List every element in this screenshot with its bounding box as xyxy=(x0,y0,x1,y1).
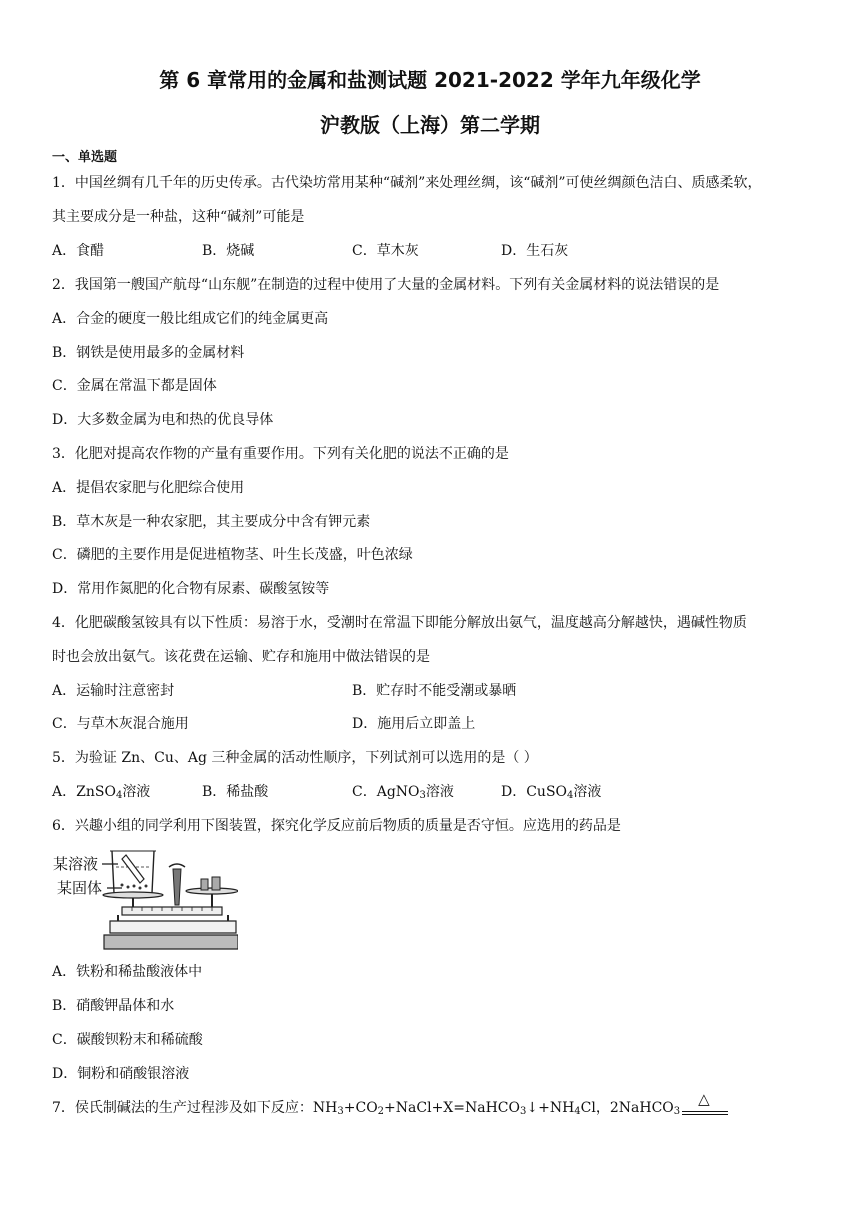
question-3-option-b[interactable]: B．草木灰是一种农家肥，其主要成分中含有钾元素 xyxy=(52,514,371,530)
question-4-option-c[interactable]: C．与草木灰混合施用 xyxy=(52,716,189,732)
question-1-option-b[interactable]: B．烧碱 xyxy=(202,243,255,259)
subscript: 3 xyxy=(419,790,426,801)
label-solution: 某溶液 xyxy=(53,855,99,873)
question-3-option-c[interactable]: C．磷肥的主要作用是促进植物茎、叶生长茂盛，叶色浓绿 xyxy=(52,547,413,563)
question-4-option-b[interactable]: B．贮存时不能受潮或暴晒 xyxy=(352,683,517,699)
question-5-option-c[interactable] xyxy=(352,781,454,801)
heat-triangle-icon: △ xyxy=(698,1090,710,1108)
question-6-stem: 6．兴趣小组的同学利用下图装置，探究化学反应前后物质的质量是否守恒。应选用的药品是 xyxy=(52,818,621,834)
subscript: 3 xyxy=(520,1106,527,1117)
question-1-stem-line2: 其主要成分是一种盐，这种“碱剂”可能是 xyxy=(52,209,305,225)
subscript: 3 xyxy=(673,1106,681,1117)
equation-text: ↓+NH xyxy=(526,1100,575,1116)
option-text: D．CuSO xyxy=(501,784,568,800)
subscript: 4 xyxy=(574,1106,581,1117)
question-2-stem: 2．我国第一艘国产航母“山东舰”在制造的过程中使用了大量的金属材料。下列有关金属材料的说法错误的是 xyxy=(52,277,720,293)
question-1-option-a[interactable]: A．食醋 xyxy=(52,243,105,259)
option-text: A．ZnSO xyxy=(52,784,116,800)
question-2-option-c[interactable]: C．金属在常温下都是固体 xyxy=(52,378,217,394)
question-4-option-a[interactable]: A．运输时注意密封 xyxy=(52,683,175,699)
heat-condition-mark xyxy=(682,1090,728,1118)
question-6-option-d[interactable]: D．铜粉和硝酸银溶液 xyxy=(52,1066,190,1082)
double-line xyxy=(682,1111,728,1115)
subscript: 4 xyxy=(115,790,123,801)
document-title-line2: 沪教版（上海）第二学期 xyxy=(320,113,540,137)
section-heading: 一、单选题 xyxy=(52,150,118,165)
option-text: 溶液 xyxy=(573,784,602,800)
subscript: 2 xyxy=(377,1106,385,1117)
equation-text: Cl，2NaHCO xyxy=(580,1100,674,1116)
question-6-option-c[interactable]: C．碳酸钡粉末和稀硫酸 xyxy=(52,1032,203,1048)
question-4-option-d[interactable]: D．施用后立即盖上 xyxy=(352,716,476,732)
subscript: 3 xyxy=(337,1106,344,1117)
question-7-stem xyxy=(52,1090,728,1118)
option-text: C．AgNO xyxy=(352,784,420,800)
question-6-option-b[interactable]: B．硝酸钾晶体和水 xyxy=(52,998,175,1014)
question-2-option-b[interactable]: B．钢铁是使用最多的金属材料 xyxy=(52,345,245,361)
question-5-option-b[interactable] xyxy=(202,781,268,801)
question-5-stem: 5．为验证 Zn、Cu、Ag 三种金属的活动性顺序，下列试剂可以选用的是（ ） xyxy=(52,750,538,766)
equation-text: +CO xyxy=(343,1100,378,1116)
option-text: 溶液 xyxy=(425,784,454,800)
balance-apparatus-figure xyxy=(52,845,238,951)
question-3-option-a[interactable]: A．提倡农家肥与化肥综合使用 xyxy=(52,480,245,496)
document-title-line1: 第 6 章常用的金属和盐测试题 2021-2022 学年九年级化学 xyxy=(159,68,701,92)
question-5-option-d[interactable] xyxy=(501,781,601,801)
question-1-stem-line1: 1．中国丝绸有几千年的历史传承。古代染坊常用某种“碱剂”来处理丝绸，该“碱剂”可使丝绸颜色洁白、质感柔软， xyxy=(52,175,762,191)
option-text: 溶液 xyxy=(122,784,151,800)
question-6-option-a[interactable]: A．铁粉和稀盐酸液体中 xyxy=(52,964,203,980)
question-4-stem-line1: 4．化肥碳酸氢铵具有以下性质：易溶于水，受潮时在常温下即能分解放出氨气，温度越高分解越快，遇碱性物质 xyxy=(52,615,747,631)
question-4-stem-line2: 时也会放出氨气。该花费在运输、贮存和施用中做法错误的是 xyxy=(52,649,430,665)
option-text: B．稀盐酸 xyxy=(202,784,269,800)
question-2-option-d[interactable]: D．大多数金属为电和热的优良导体 xyxy=(52,412,274,428)
question-3-option-d[interactable]: D．常用作氮肥的化合物有尿素、碳酸氢铵等 xyxy=(52,581,330,597)
question-1-option-d[interactable]: D．生石灰 xyxy=(501,243,569,259)
question-2-option-a[interactable]: A．合金的硬度一般比组成它们的纯金属更高 xyxy=(52,311,329,327)
equation-text: +NaCl+X=NaHCO xyxy=(384,1100,520,1116)
question-3-stem: 3．化肥对提高农作物的产量有重要作用。下列有关化肥的说法不正确的是 xyxy=(52,446,509,462)
label-solid: 某固体 xyxy=(57,879,103,897)
equation-text: 7．侯氏制碱法的生产过程涉及如下反应：NH xyxy=(52,1100,338,1116)
subscript: 4 xyxy=(567,790,574,801)
question-1-option-c[interactable]: C．草木灰 xyxy=(352,243,419,259)
question-5-option-a[interactable] xyxy=(52,781,150,801)
